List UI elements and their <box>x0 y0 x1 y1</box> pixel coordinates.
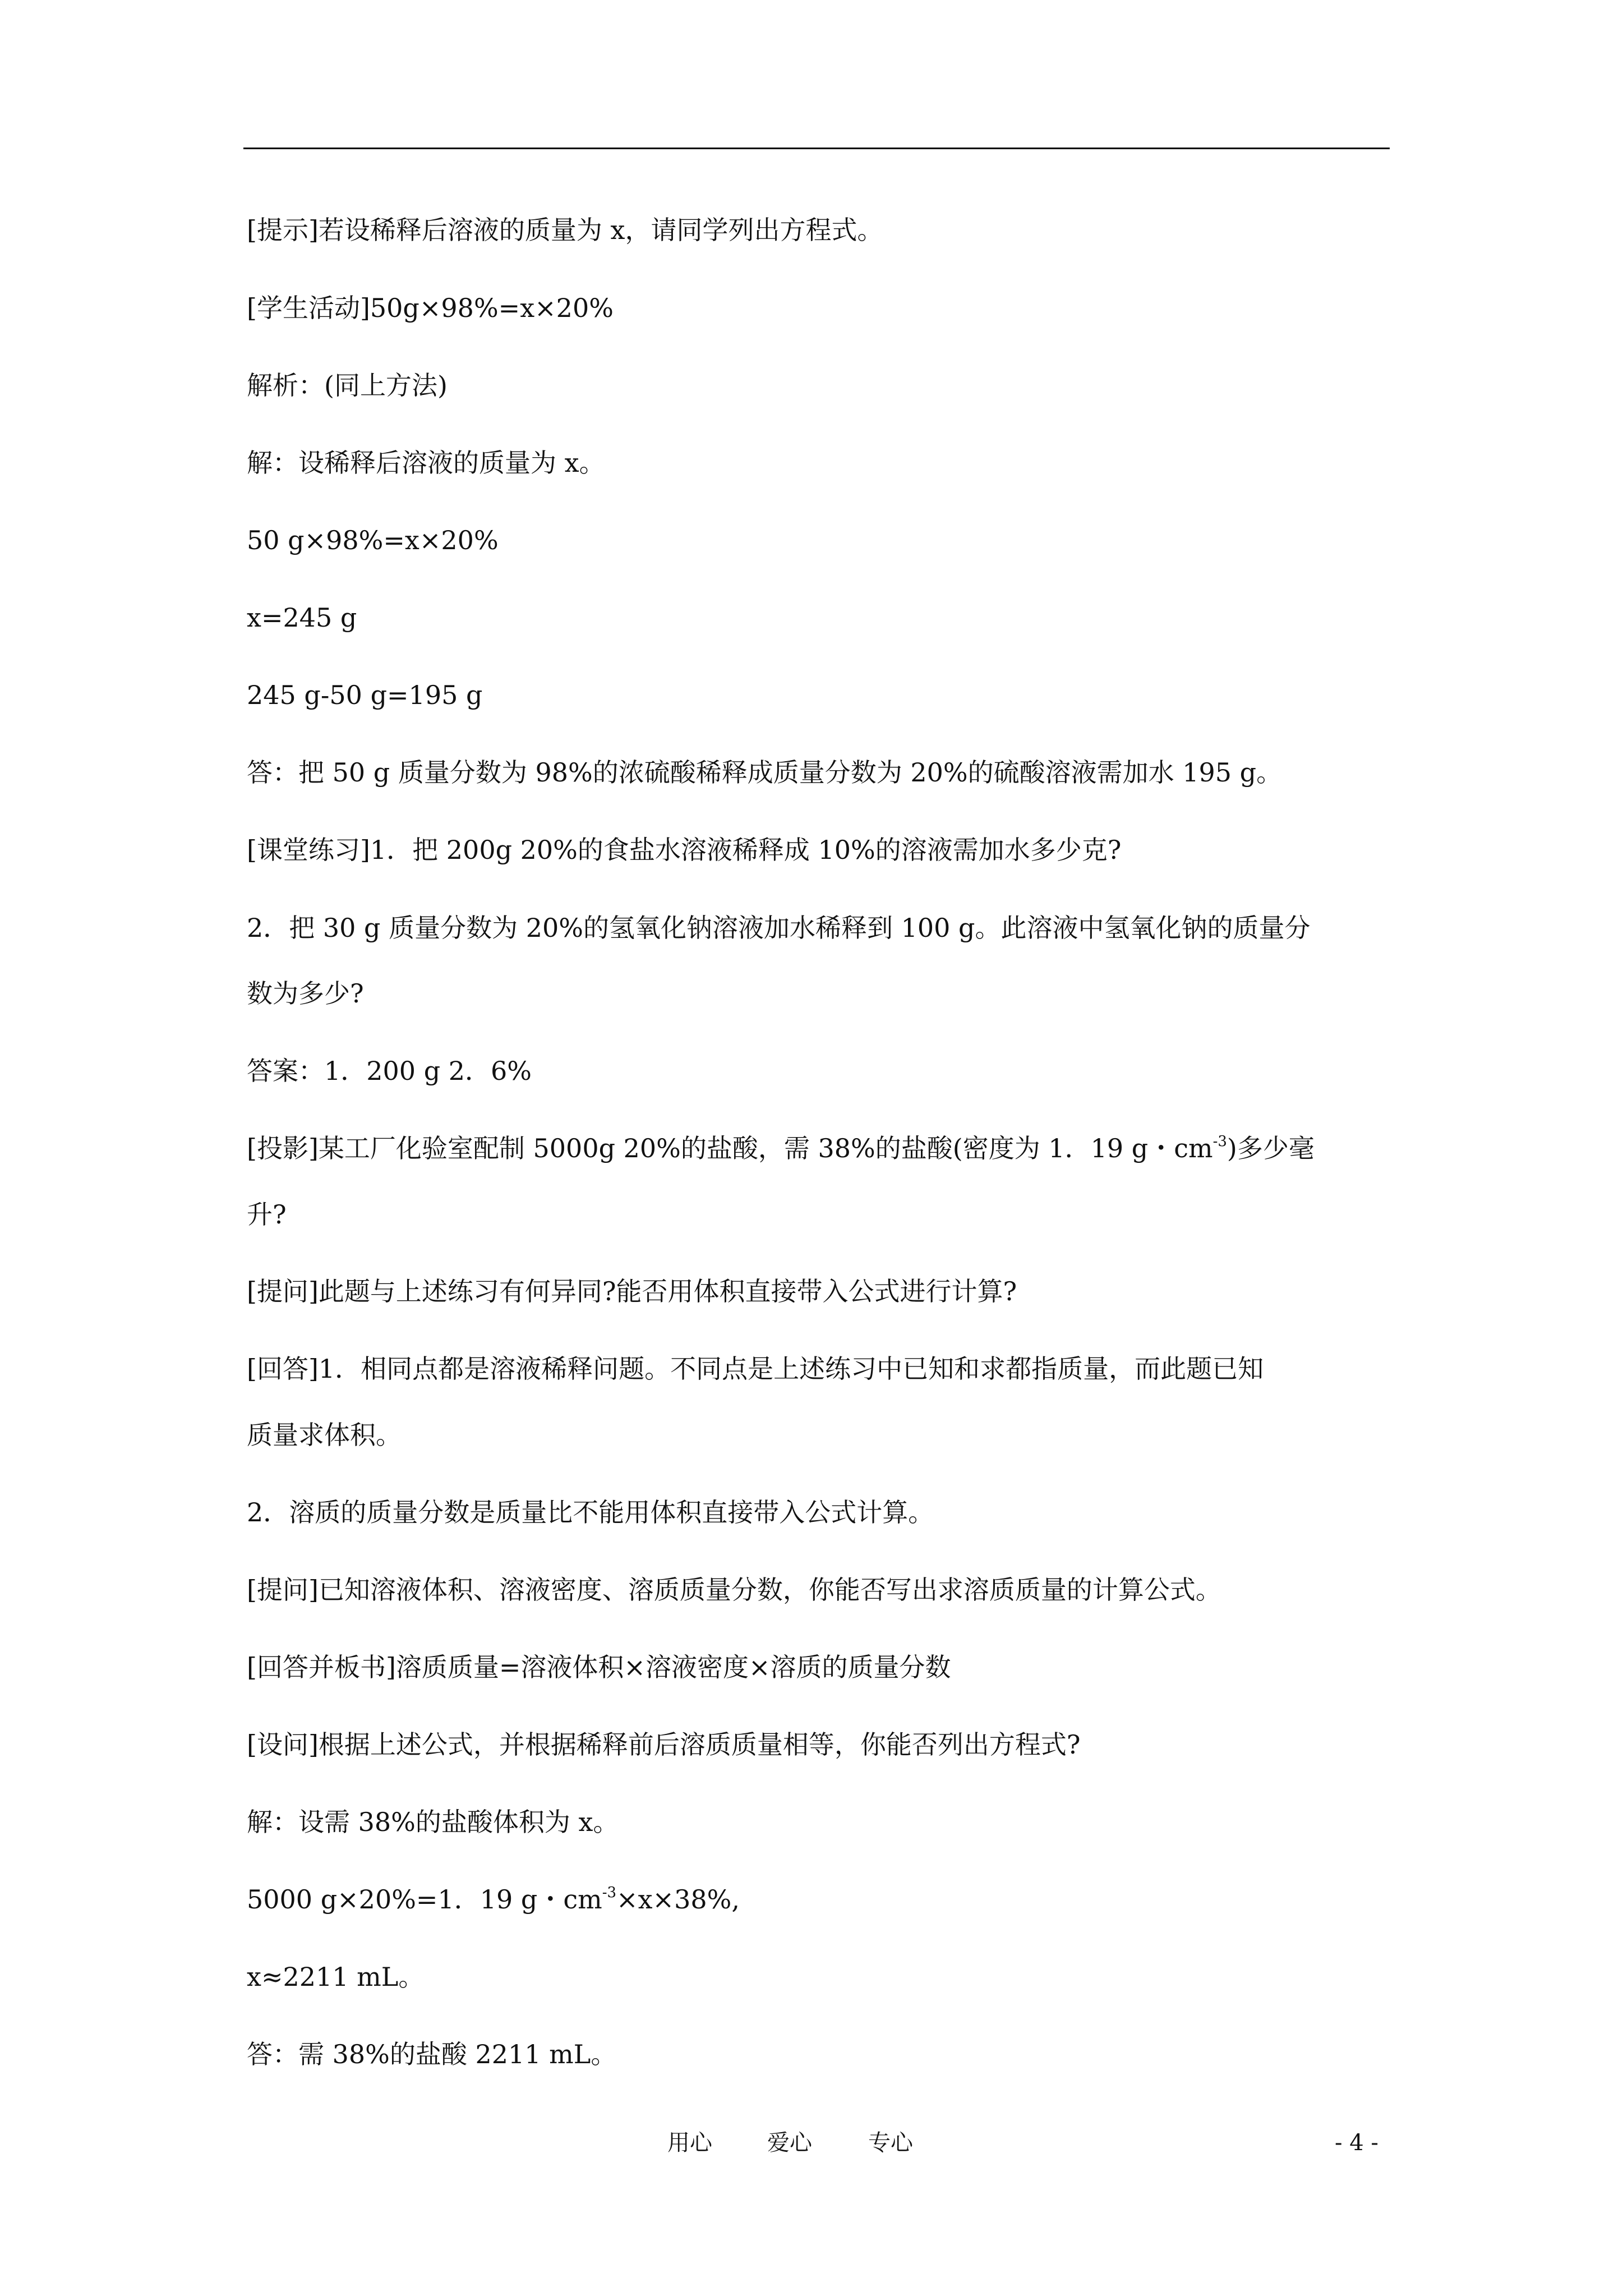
analysis-line: 解析：(同上方法) <box>247 370 448 401</box>
student-activity-line: [学生活动]50g×98%=x×20% <box>247 293 614 323</box>
reply-cont-line: 质量求体积。 <box>247 1420 402 1450</box>
exercise-2-cont-line: 数为多少? <box>247 978 364 1009</box>
footer-motto-3: 专心 <box>868 2130 913 2156</box>
equation-2-tail: ×x×38%, <box>616 1884 740 1915</box>
reply-point-2-line: 2．溶质的质量分数是质量比不能用体积直接带入公式计算。 <box>247 1497 934 1527</box>
equation-2-text: 5000 g×20%=1．19 g・cm <box>247 1884 602 1915</box>
projection-line <box>247 1133 1391 1164</box>
question-line: [提问]此题与上述练习有何异同?能否用体积直接带入公式进行计算? <box>247 1276 1017 1306</box>
exercise-1-line: [课堂练习]1．把 200g 20%的食盐水溶液稀释成 10%的溶液需加水多少克? <box>247 835 1122 865</box>
projection-tail: )多少毫 <box>1227 1133 1315 1163</box>
projection-cont-line: 升? <box>247 1199 287 1230</box>
result-2-line: x≈2211 mL。 <box>247 1962 425 1992</box>
equation-line: 50 g×98%=x×20% <box>247 525 499 555</box>
exercise-2-line: 2．把 30 g 质量分数为 20%的氢氧化钠溶液加水稀释到 100 g。此溶液中氢氧化钠的质量分 <box>247 913 1311 943</box>
formula-line: [回答并板书]溶质质量=溶液体积×溶液密度×溶质的质量分数 <box>247 1652 951 1682</box>
footer-motto-2: 爱心 <box>767 2130 812 2156</box>
equation-2-line <box>247 1884 1391 1915</box>
result-line: x=245 g <box>247 602 357 633</box>
water-calc-line: 245 g-50 g=195 g <box>247 680 483 710</box>
exercise-answer-line: 答案：1．200 g 2．6% <box>247 1056 532 1086</box>
answer-2-line: 答：需 38%的盐酸 2211 mL。 <box>247 2039 617 2069</box>
solution-2-line: 解：设需 38%的盐酸体积为 x。 <box>247 1807 619 1837</box>
solution-setup-line: 解：设稀释后溶液的质量为 x。 <box>247 448 605 478</box>
equation-2-superscript: -3 <box>602 1884 617 1901</box>
page-number: - 4 - <box>1335 2130 1378 2156</box>
setup-question-line: [设问]根据上述公式，并根据稀释前后溶质质量相等，你能否列出方程式? <box>247 1729 1081 1760</box>
projection-text: [投影]某工厂化验室配制 5000g 20%的盐酸，需 38%的盐酸(密度为 1．19 g・cm <box>247 1133 1213 1163</box>
footer-motto-1: 用心 <box>667 2130 712 2156</box>
question-2-line: [提问]已知溶液体积、溶液密度、溶质质量分数，你能否写出求溶质质量的计算公式。 <box>247 1575 1221 1605</box>
hint-line: [提示]若设稀释后溶液的质量为 x，请同学列出方程式。 <box>247 215 883 245</box>
answer-line: 答：把 50 g 质量分数为 98%的浓硫酸稀释成质量分数为 20%的硫酸溶液需加水 195 g。 <box>247 757 1283 788</box>
reply-line: [回答]1．相同点都是溶液稀释问题。不同点是上述练习中已知和求都指质量，而此题已知 <box>247 1354 1264 1384</box>
header-rule <box>243 148 1390 149</box>
projection-superscript: -3 <box>1212 1133 1227 1150</box>
